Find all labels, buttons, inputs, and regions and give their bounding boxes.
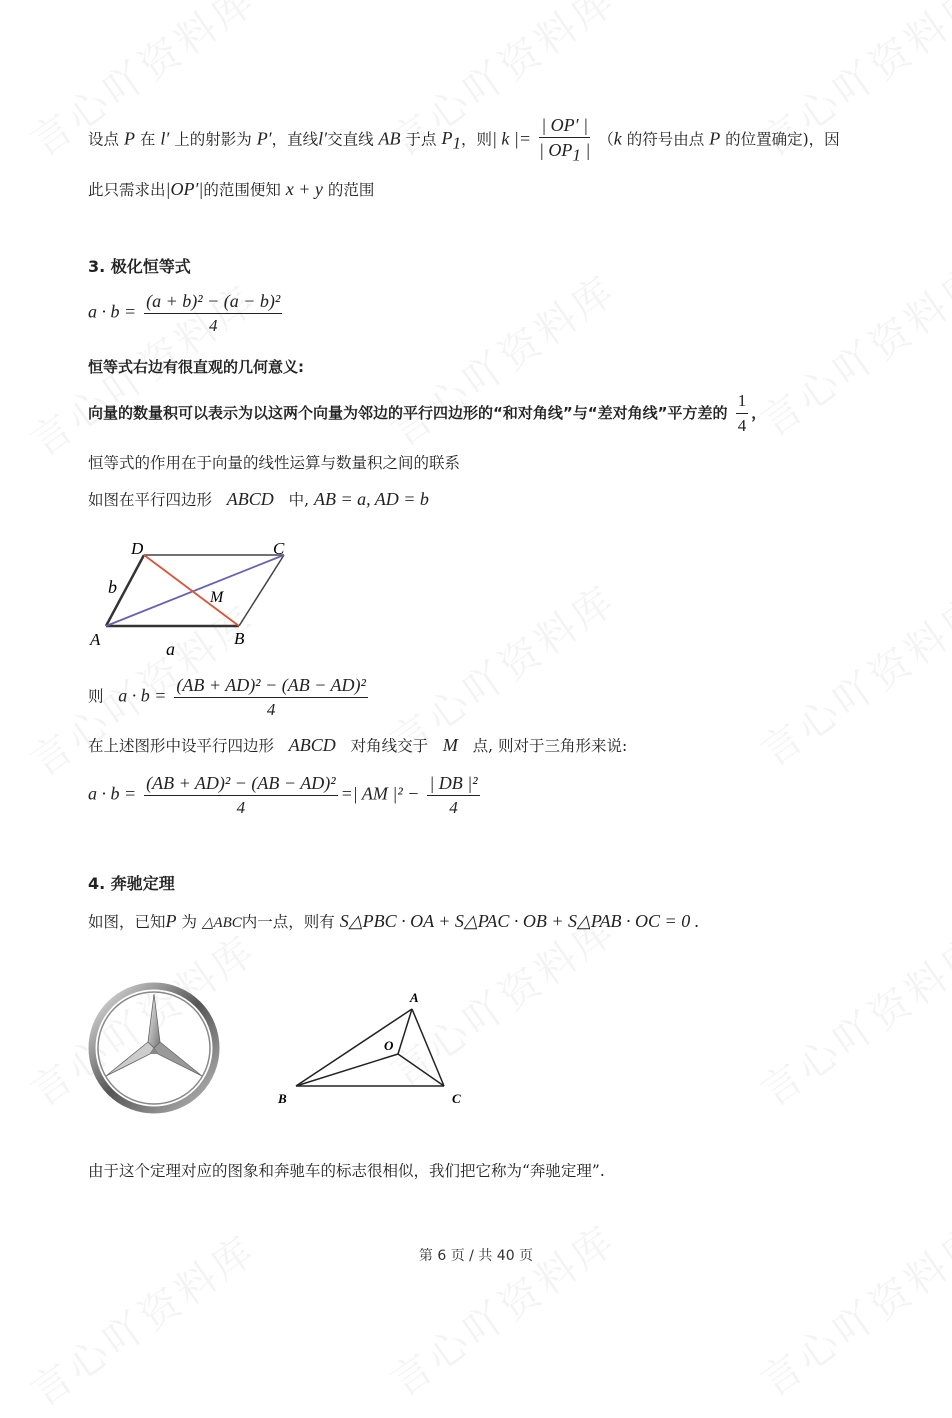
text: 设点 [88, 130, 120, 149]
section-4-heading: 4. 奔驰定理 [88, 874, 175, 893]
figure-intro: 如图在平行四边形 ABCD 中, AB = a, AD = b [88, 489, 429, 509]
svg-text:A: A [90, 630, 101, 649]
math-var: P [123, 128, 135, 149]
text: ，则 [460, 130, 492, 149]
equation-1-fraction: $\frac{\text{(AB + AD)² − (AB − AD)²}}{4}$ [176, 675, 366, 719]
triangle-abc-figure [272, 988, 472, 1108]
svg-text:a: a [166, 639, 175, 659]
text: ，直线 [271, 130, 319, 149]
math-var: l′ [160, 128, 170, 149]
svg-text:D: D [131, 539, 144, 558]
equation-1: 则 a · b = $\frac{\text{(AB + AD)² − (AB − AD)²}}{4}$ [88, 675, 366, 719]
math-var: P [709, 128, 721, 149]
math-var: k [613, 128, 622, 149]
svg-text:b: b [108, 577, 117, 597]
text: 的范围 [327, 181, 375, 199]
identity-role-text: 恒等式的作用在于向量的线性运算与数量积之间的联系 [88, 454, 461, 472]
page-footer: 第 6 页 / 共 40 页 [418, 1248, 534, 1264]
equation-2-fraction: $\frac{\text{(AB + AD)² − (AB − AD)²}}{4}$ [146, 773, 336, 817]
text: 的符号由点 [626, 130, 705, 149]
meaning-title: 恒等式右边有很直观的几何意义: [88, 358, 305, 376]
section-3-heading: 3. 极化恒等式 [88, 257, 191, 276]
parallelogram-figure [88, 535, 308, 660]
svg-text:B: B [234, 629, 245, 648]
formula-fraction: $\frac{\text{(a + b)² − (a − b)²}}{4}$ [146, 291, 281, 335]
text: （ [598, 130, 614, 149]
equation-2: a · b = $\frac{\text{(AB + AD)² − (AB − AD)²}}{4}$ =| AM |² − $\frac{\text{| DB |²}}{4}$ [88, 773, 478, 817]
math-var: AB [378, 128, 401, 149]
quarter-fraction: $\frac{1}{4}$ [737, 391, 747, 435]
formula-lhs: a · b = [88, 301, 137, 322]
text: 于点 [405, 130, 437, 149]
math-var: l′ [318, 128, 328, 149]
polarization-formula [88, 290, 285, 337]
svg-text:O: O [384, 1038, 394, 1053]
ratio-fraction: $\frac{| OP' |}{| OP_1 |}$ [538, 115, 591, 165]
svg-text:B: B [278, 1091, 287, 1106]
text: 交直线 [327, 130, 374, 149]
meaning-text: 向量的数量积可以表示为以这两个向量为邻边的平行四边形的“和对角线”与“差对角线”平方差的 $\frac{1}{4}$ ， [88, 391, 767, 435]
text: 在 [139, 130, 156, 149]
svg-text:M: M [210, 589, 224, 606]
text: 的范围便知 [203, 181, 281, 199]
mercedes-logo [86, 980, 222, 1116]
math-var: $P_1$ [441, 128, 461, 153]
text: 此只需求出 [88, 181, 166, 199]
projection-paragraph-line2 [88, 178, 374, 201]
benz-conclusion: 由于这个定理对应的图象和奔驰车的标志很相似，我们把它称为“奔驰定理”. [88, 1162, 605, 1180]
benz-theorem-statement: 如图，已知P 为 △ABC内一点，则有 S△PBC · OA + S△PAC · OB + S△PAB · OC = 0 . [88, 911, 700, 931]
svg-text:C: C [452, 1091, 461, 1106]
projection-paragraph-line1 [88, 114, 840, 168]
text: 上的射影为 [174, 130, 252, 149]
diagonal-text: 在上述图形中设平行四边形 ABCD 对角线交于 M 点, 则对于三角形来说: [88, 735, 628, 755]
math-expr: | k |= [491, 128, 531, 149]
svg-text:A: A [410, 990, 419, 1005]
svg-text:C: C [273, 539, 285, 558]
math-var: P′ [256, 128, 272, 149]
equation-2-db-fraction: $\frac{\text{| DB |²}}{4}$ [429, 773, 478, 817]
text: 的位置确定)，因 [725, 130, 840, 149]
math-expr: x + y [285, 179, 323, 199]
math-expr: |OP′| [165, 179, 204, 199]
